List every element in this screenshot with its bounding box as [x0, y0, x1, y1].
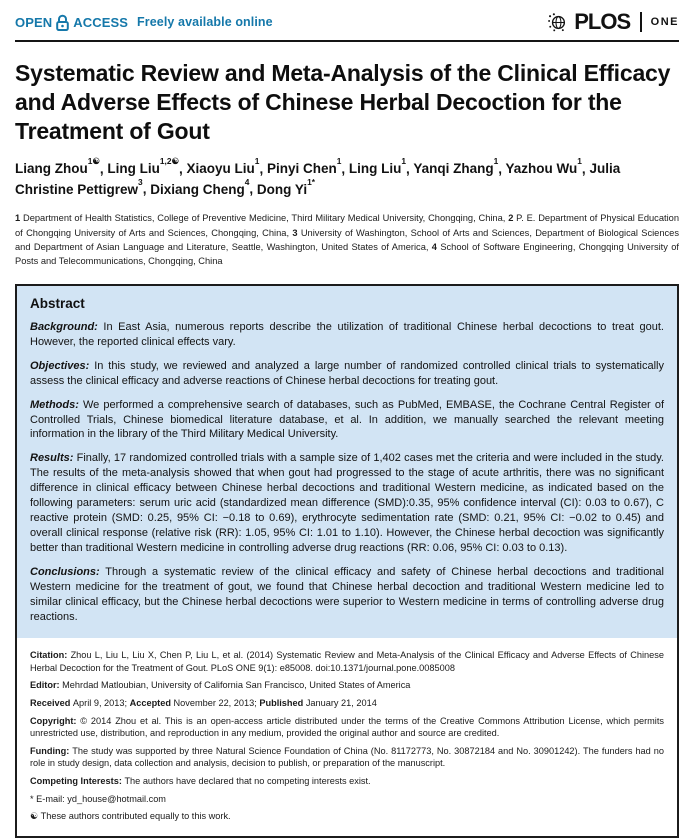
author: Dong $Yi^{1*}$: [256, 176, 316, 197]
abstract-paragraph: Results: Finally, 17 randomized controlled trials with a sample size of 1,402 cases met the criteria and were included in the study. The results of the meta-analysis showed that when gout had progressed to the stage of acute arthritis, there was no significant difference in clinical efficacy between Chinese herbal decoctions and traditional Western medicine, as indicated based on the following parameters: serum uric acid (standardized mean difference (SMD):0.35, 95% confidence interval (CI): 0.03 to 0.67), C reactive protein (SMD: 0.25, 95% CI: −0.18 to 0.69), erythrocyte sedimentation rate (SMD: 0.21, 95% CI: −0.02 to 0.45) and overall clinical response (relative risk (RR): 1.05, 95% CI: 1.01 to 1.10). However, the Chinese herbal decoction was significantly better than traditional Western medicine in controlling adverse drug reactions (RR: 0.06, 95% CI: 0.03 to 0.13).: [30, 452, 664, 555]
metadata-note-label: Accepted: [129, 698, 174, 709]
abstract-heading: Abstract: [30, 295, 85, 311]
plos-one-journal-label: ONE: [650, 16, 679, 28]
author-affiliation-superscript: 1: [493, 155, 499, 166]
author: Xiaoyu Liu$^1$: [186, 155, 260, 177]
abstract-and-metadata-box: [15, 284, 679, 838]
abstract-paragraph-label: Objectives:: [30, 359, 90, 372]
affiliation-text: School of Software Engineering, Chongqing University of Posts and Telecommunications, Chongqing, China: [15, 241, 679, 267]
metadata-note-label: Editor:: [30, 680, 63, 691]
abstract-paragraphs: [30, 320, 664, 625]
author-affiliation-superscript: 1: [577, 155, 582, 166]
author-affiliation-superscript: 1: [401, 155, 407, 166]
plos-logo-text: PLOS: [574, 9, 631, 34]
metadata-note: * E-mail: yd_house@hotmail.com: [30, 793, 166, 804]
abstract-paragraph-label: Methods:: [30, 398, 79, 411]
plos-one-logo: [547, 9, 679, 35]
affiliation-number: 4: [431, 241, 437, 252]
metadata-note: Copyright: © 2014 Zhou et al. This is an open-access article distributed under the terms of the Creative Commons Attribution License, which permits unrestricted use, distribution, and reproduction in any medium, provided the original author and source are credited.: [30, 715, 664, 739]
abstract-paragraph: Conclusions: Through a systematic review of the clinical efficacy and safety of Chinese herbal decoctions and traditional Western medicine for the treatment of gout, we found that Chinese herbal decoction and traditional Western medicine led to similar clinical efficacy, but the Chinese herbal decoctions were superior to Western medicine in terms of controlling adverse drug reactions.: [30, 566, 664, 623]
abstract-paragraph-label: Conclusions:: [30, 566, 100, 579]
metadata-note: ☯ These authors contributed equally to this work.: [30, 811, 231, 822]
author: Yanqi Zhang$^1$: [413, 155, 499, 177]
affiliation-text: Department of Health Statistics, College of Preventive Medicine, Third Military Medical University, Chongqing, China,: [20, 213, 509, 224]
author-affiliation-superscript: 1*: [307, 176, 316, 187]
open-access-banner: [15, 14, 273, 31]
author-affiliation-superscript: 1: [254, 155, 260, 166]
affiliation-number: 3: [292, 227, 298, 238]
open-access-open-label: OPEN: [15, 14, 53, 30]
metadata-note-label: Received: [30, 698, 73, 709]
metadata-note: Editor: Mehrdad Matloubian, University of California San Francisco, United States of America: [30, 680, 411, 691]
metadata-note: Funding: The study was supported by three Natural Science Foundation of China (No. 81172773, No. 30872184 and No. 30901242). The funders had no role in study design, data collection and analysis, decision to publish, or preparation of the manuscript.: [30, 745, 664, 769]
metadata-note-label: Competing Interests:: [30, 775, 125, 786]
author-affiliation-superscript: 1: [336, 155, 342, 166]
author-affiliation-superscript: 1☯: [87, 155, 100, 166]
author: Pinyi Chen$^1$: [266, 155, 342, 177]
logo-divider: [640, 12, 642, 32]
open-access-access-label: ACCESS: [73, 14, 129, 30]
author: Ling Liu$^{1,2☯}$: [107, 155, 180, 177]
metadata-note-label: Citation:: [30, 650, 71, 661]
author-list: Liang Zhou$^{1☯}$, Ling Liu$^{1,2☯}$, Xiaoyu Liu$^1$, Pinyi Chen$^1$, Ling Liu$^1$, Yanqi Zhang$^1$, Yazhou Wu$^1$, Julia Christine Pettigrew$^3$, Dixiang Cheng$^4$, Dong $Yi^{1*}$: [15, 155, 621, 197]
abstract-paragraph: Methods: We performed a comprehensive search of databases, such as PubMed, EMBASE, the Cochrane Central Register of Controlled Trials, Chinese biomedical literature database, et al. In addition, we manually searched the relevant meeting information in the library of the Third Military Medical University.: [30, 398, 664, 441]
abstract-paragraph-label: Results:: [30, 452, 74, 465]
metadata-note: Competing Interests: The authors have declared that no competing interests exist.: [30, 775, 371, 786]
plos-globe-icon: [547, 12, 568, 33]
author-affiliation-superscript: 1,2☯: [159, 155, 180, 166]
open-lock-icon: [55, 14, 70, 31]
affiliation-text: P. E. Department of Physical Education of Chongqing University of Arts and Sciences, Chongqing, China,: [15, 213, 679, 238]
author: Ling Liu$^1$: [348, 155, 407, 177]
affiliation-text: University of Washington, School of Arts and Sciences, Department of Biological Sciences and Department of Asian Language and Literature, Seattle, Washington, United States of America,: [15, 227, 679, 252]
open-access-tagline: Freely available online: [137, 15, 273, 29]
abstract-paragraph-label: Background:: [30, 320, 98, 333]
article-title: Systematic Review and Meta-Analysis of the Clinical Efficacy and Adverse Effects of Chinese Herbal Decoction for the Treatment of Gout: [15, 60, 671, 145]
author: Dixiang Cheng$^4$: [150, 176, 250, 197]
journal-masthead: [15, 8, 679, 36]
affiliation-list: [15, 211, 679, 269]
author: Yazhou Wu$^1$: [505, 155, 582, 177]
author: Liang Zhou$^{1☯}$: [15, 155, 100, 177]
article-metadata-notes: [17, 638, 677, 836]
metadata-note: Citation: Zhou L, Liu L, Liu X, Chen P, Liu L, et al. (2014) Systematic Review and Meta-Analysis of the Clinical Efficacy and Adverse Effects of Chinese Herbal Decoction for the Treatment of Gout. PLoS ONE 9(1): e85008. doi:10.1371/journal.pone.0085008: [30, 650, 664, 673]
metadata-note-label: Funding:: [30, 745, 73, 756]
metadata-note-label: Copyright:: [30, 715, 81, 726]
author-affiliation-superscript: 4: [244, 176, 250, 187]
abstract-paragraph: Background: In East Asia, numerous reports describe the utilization of traditional Chinese herbal decoctions to treat gout. However, the reported clinical effects vary.: [30, 320, 664, 348]
abstract-section: [17, 286, 677, 638]
author: Julia Christine Pettigrew$^3$: [15, 161, 621, 197]
metadata-note: Received April 9, 2013; Accepted November 22, 2013; Published January 21, 2014: [30, 698, 377, 709]
author-affiliation-superscript: 3: [138, 176, 143, 187]
masthead-rule: [15, 40, 679, 42]
affiliation-number: 1: [15, 213, 21, 224]
affiliation-number: 2: [508, 213, 514, 224]
abstract-paragraph: Objectives: In this study, we reviewed and analyzed a large number of randomized controlled clinical trials to systematically assess the clinical efficacy and adverse reactions of Chinese herbal decoctions for treating gout.: [30, 359, 664, 387]
metadata-note-label: Published: [259, 698, 306, 709]
